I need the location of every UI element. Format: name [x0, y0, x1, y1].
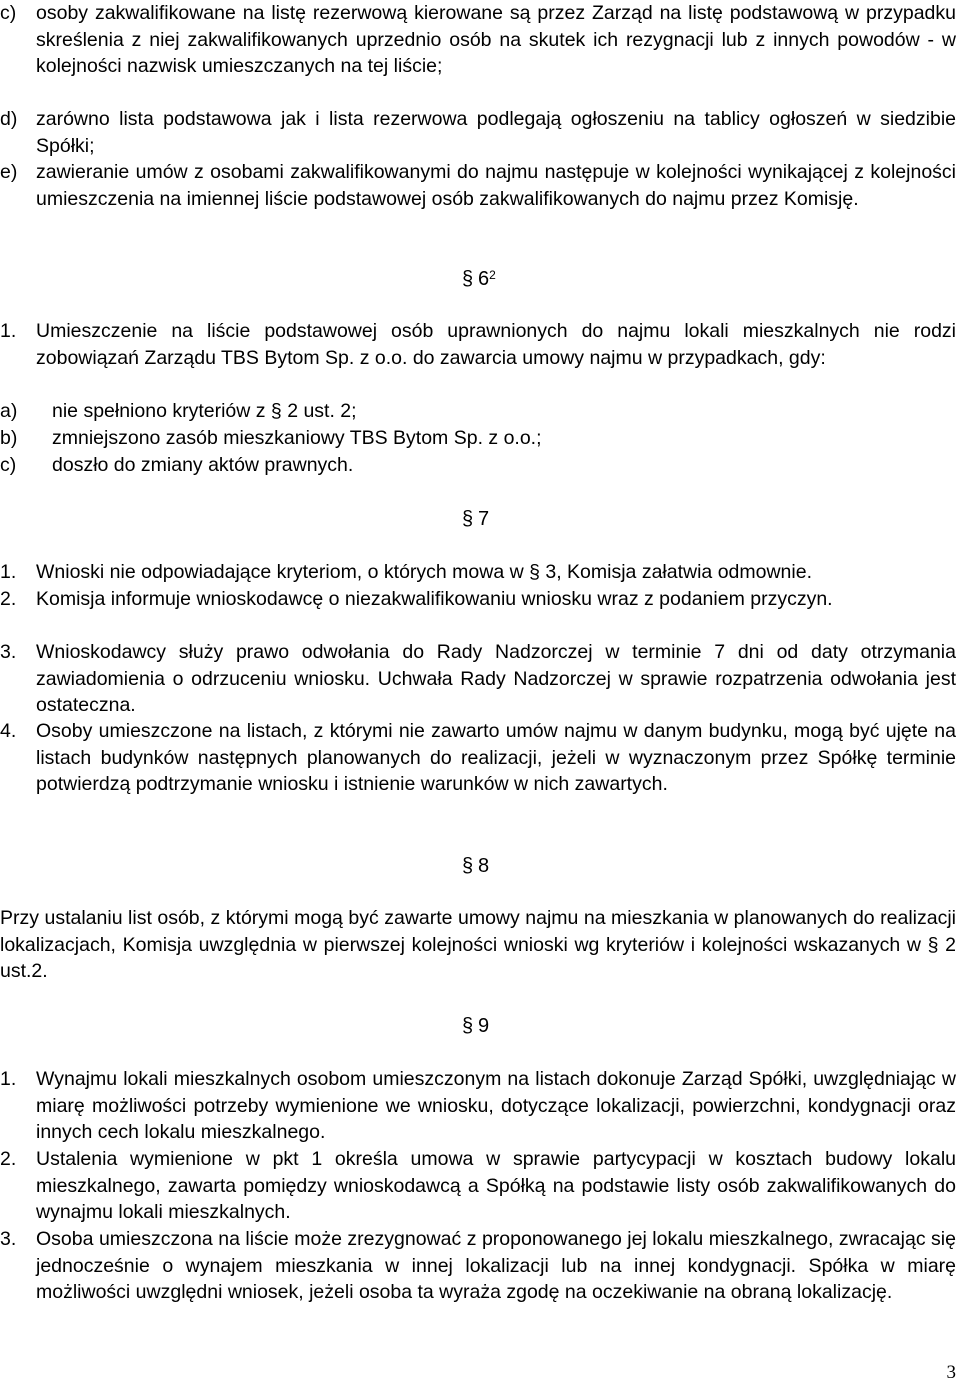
section-symbol: § — [462, 1015, 474, 1037]
item-text: zarówno lista podstawowa jak i lista rezerwowa podlegają ogłoszeniu na tablicy ogłoszeń w siedzibie Spółki; — [36, 108, 956, 157]
list-item-c — [0, 0, 956, 80]
list-item-d — [0, 106, 956, 159]
section-number: 6 — [478, 268, 490, 290]
item-text: Osoby umieszczone na listach, z którymi nie zawarto umów najmu w danym budynku, mogą być ujęte na listach budynków następnych planowanych do realizacji, jeżeli w wyznaczonym przez Spółkę terminie potwierdzą podtrzymanie wniosku i istnienie warunków w nich zawartych. — [36, 720, 956, 795]
sec6-paragraph-1 — [0, 318, 956, 371]
item-label: 4. — [0, 720, 17, 742]
sec7-paragraph-4 — [0, 718, 956, 798]
item-label: 3. — [0, 641, 17, 663]
item-label: 3. — [0, 1228, 17, 1250]
section-symbol: § — [462, 508, 474, 530]
item-label: b) — [0, 427, 18, 449]
list-item-e — [0, 159, 956, 212]
sec9-paragraph-1 — [0, 1066, 956, 1146]
item-text: Wynajmu lokali mieszkalnych osobom umieszczonym na listach dokonuje Zarząd Spółki, uwzględniając w miarę możliwości potrzeby wymienione we wniosku, dotyczące lokalizacji, powierzchni, kondygnacji oraz innych cech lokalu mieszkalnego. — [36, 1068, 956, 1143]
item-text: doszło do zmiany aktów prawnych. — [52, 454, 354, 476]
section-symbol: § — [462, 268, 474, 290]
item-label: e) — [0, 161, 18, 183]
item-label: 1. — [0, 320, 17, 342]
item-text: Osoba umieszczona na liście może zrezygnować z proponowanego jej lokalu mieszkalnego, zwracając się jednocześnie o wynajem mieszkania w innej lokalizacji lub na innej kondygnacji. Spółka w miarę możliwości uwzględni wniosek, jeżeli osoba ta wyraża zgodę na oczekiwanie na obraną lokalizację. — [36, 1228, 956, 1303]
item-label: 1. — [0, 561, 17, 583]
section-number: 7 — [478, 508, 490, 530]
sec9-paragraph-3 — [0, 1226, 956, 1306]
section-number: 9 — [478, 1015, 490, 1037]
section-superscript: 2 — [489, 268, 496, 282]
sec7-paragraph-1 — [0, 559, 956, 586]
item-text: nie spełniono kryteriów z § 2 ust. 2; — [52, 400, 357, 422]
item-text: Wnioski nie odpowiadające kryteriom, o których mowa w § 3, Komisja załatwia odmownie. — [36, 561, 812, 583]
sec7-paragraph-3 — [0, 639, 956, 719]
item-label: d) — [0, 108, 18, 130]
sec7-paragraph-2 — [0, 586, 956, 613]
item-text: zmniejszono zasób mieszkaniowy TBS Bytom Sp. z o.o.; — [52, 427, 542, 449]
item-text: Wnioskodawcy służy prawo odwołania do Rady Nadzorczej w terminie 7 dni od daty otrzymania zawiadomienia o odrzuceniu wniosku. Uchwała Rady Nadzorczej w sprawie rozpatrzenia odwołania jest ostateczna. — [36, 641, 956, 716]
item-label: c) — [0, 2, 17, 24]
sec9-paragraph-2 — [0, 1146, 956, 1226]
section-number: 8 — [478, 855, 490, 877]
item-text: Umieszczenie na liście podstawowej osób uprawnionych do najmu lokali mieszkalnych nie rodzi zobowiązań Zarządu TBS Bytom Sp. z o.o. do zawarcia umowy najmu w przypadkach, gdy: — [36, 320, 956, 369]
item-label: a) — [0, 400, 18, 422]
paragraph-text: Przy ustalaniu list osób, z którymi mogą być zawarte umowy najmu na mieszkania w planowanych do realizacji lokalizacjach, Komisja uwzględnia w pierwszej kolejności wnioski wg kryteriów i kolejności wskazanych w § 2 ust.2. — [0, 907, 956, 982]
item-text: Komisja informuje wnioskodawcę o niezakwalifikowaniu wniosku wraz z podaniem przyczyn. — [36, 588, 833, 610]
sec8-paragraph — [0, 905, 956, 985]
item-text: Ustalenia wymienione w pkt 1 określa umowa w sprawie partycypacji w kosztach budowy lokalu mieszkalnego, zawarta pomiędzy wnioskodawcą a Spółką na podstawie listy osób zakwalifikowanych do wynajmu lokali mieszkalnych. — [36, 1148, 956, 1223]
section-symbol: § — [462, 855, 474, 877]
item-text: osoby zakwalifikowane na listę rezerwową kierowane są przez Zarząd na listę podstawową w przypadku skreślenia z niej zakwalifikowanych uprzednio osób na skutek ich rezygnacji lub z innych powodów - w kolejności nazwisk umieszczanych na tej liście; — [36, 2, 956, 77]
item-label: 2. — [0, 1148, 17, 1170]
item-label: 1. — [0, 1068, 17, 1090]
page-number: 3 — [946, 1362, 956, 1383]
item-label: 2. — [0, 588, 17, 610]
item-label: c) — [0, 454, 17, 476]
item-text: zawieranie umów z osobami zakwalifikowanymi do najmu następuje w kolejności wynikającej z kolejności umieszczenia na imiennej liście podstawowej osób zakwalifikowanych do najmu przez Komisję. — [36, 161, 956, 210]
